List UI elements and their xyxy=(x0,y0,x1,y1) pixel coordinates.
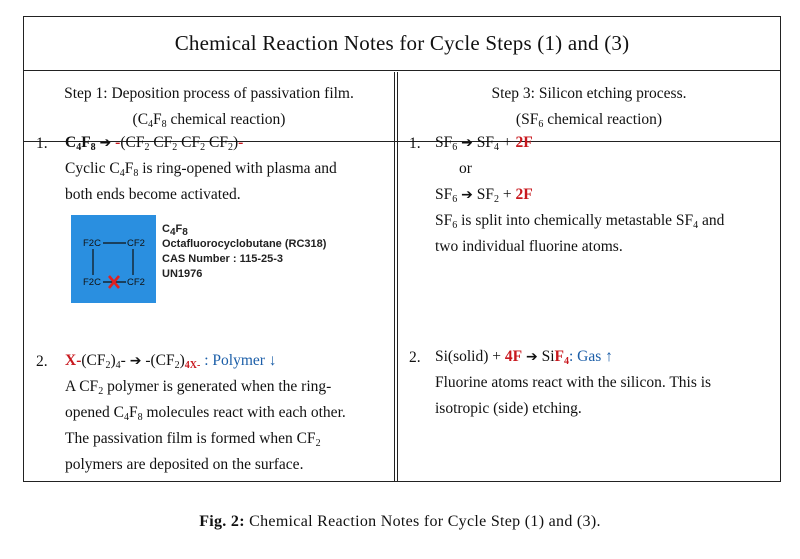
molecule-cas: CAS Number : 115-25-3 xyxy=(162,253,284,265)
step1-header-line1: Step 1: Deposition process of passivation film. xyxy=(64,85,354,102)
step1-item1-number: 1. xyxy=(36,135,48,152)
caption-label: Fig. 2: xyxy=(199,513,245,530)
step3-item1-reaction2: $SF_6$ ➔ $SF_2 + 2F$ xyxy=(435,186,533,205)
atom-f2c-top: F2C xyxy=(83,238,101,249)
step1-item2-desc-line2: opened $C_4F_8$ molecules react with each other. xyxy=(65,404,346,423)
step3-item2-number: 2. xyxy=(409,349,421,366)
molecule-name: Octafluorocyclobutane (RC318) xyxy=(162,238,327,250)
step1-header-line2: ($C_4F_8$ chemical reaction) xyxy=(132,111,286,130)
molecule-formula: $C_4F_8$ xyxy=(162,223,188,238)
column-divider-double xyxy=(397,72,398,481)
step1-item1-equation: $C_4F_8$ ➔ $-(CF_2$ $CF_2$ $CF_2$ $CF_2)-$ xyxy=(65,134,244,153)
c4f8-formula: $C_4F_8$ xyxy=(65,134,96,153)
table-title-row xyxy=(24,17,780,71)
atom-f2c-bottom: F2C xyxy=(83,277,101,288)
molecule-info xyxy=(162,222,326,282)
column-divider xyxy=(394,72,395,481)
step3-header-line1: Step 3: Silicon etching process. xyxy=(491,85,687,102)
arrow-icon: ➔ xyxy=(461,187,473,203)
step1-item1 xyxy=(65,130,390,208)
step3-item2 xyxy=(435,344,775,422)
gas-label: : Gas ↑ xyxy=(569,348,613,365)
step3-header-line2: ($SF_6$ chemical reaction) xyxy=(515,111,663,130)
step1-item2-equation: $X-(CF_2)_4-$ ➔ $-(CF_2)_{4X-}$ : Polymer ↓ xyxy=(65,352,277,371)
step3-item1-reaction1: $SF_6$ ➔ $SF_4 + 2F$ xyxy=(435,134,533,153)
step3-item1 xyxy=(435,130,775,260)
arrow-icon: ➔ xyxy=(461,135,473,151)
ring-structure-icon xyxy=(71,215,156,303)
molecule-un: UN1976 xyxy=(162,268,203,280)
step3-item1-number: 1. xyxy=(409,135,421,152)
step1-item2-desc-line4: polymers are deposited on the surface. xyxy=(65,456,304,473)
step1-item2 xyxy=(65,348,390,478)
reaction-notes-table xyxy=(23,16,781,482)
step1-item2-desc-line3: The passivation film is formed when $CF_2$ xyxy=(65,430,321,449)
step3-item1-desc-line2: two individual fluorine atoms. xyxy=(435,238,623,255)
atom-cf2-bottom: CF2 xyxy=(127,277,145,288)
step3-item2-desc-line1: Fluorine atoms react with the silicon. This is xyxy=(435,374,712,391)
step1-item1-desc-line1: Cyclic $C_4F_8$ is ring-opened with plasma and xyxy=(65,160,337,179)
atom-cf2-top: CF2 xyxy=(127,238,145,249)
figure-caption xyxy=(0,513,800,531)
arrow-icon: ➔ xyxy=(129,353,142,369)
step1-item2-desc-line1: A $CF_2$ polymer is generated when the ring- xyxy=(65,378,332,397)
caption-text: Chemical Reaction Notes for Cycle Step (1) and (3). xyxy=(244,513,601,530)
step3-item2-desc-line2: isotropic (side) etching. xyxy=(435,400,582,417)
c4f8-molecule-diagram xyxy=(71,215,156,303)
arrow-icon: ➔ xyxy=(525,349,538,365)
step1-item2-number: 2. xyxy=(36,353,48,370)
step3-item1-or: or xyxy=(459,160,472,177)
arrow-icon: ➔ xyxy=(99,135,112,151)
table-title: Chemical Reaction Notes for Cycle Steps (1) and (3) xyxy=(174,31,630,55)
step3-item1-desc-line1: $SF_6$ is split into chemically metastable $SF_4$ and xyxy=(435,212,725,231)
polymer-label: : Polymer ↓ xyxy=(204,352,277,369)
step1-item1-desc-line2: both ends become activated. xyxy=(65,186,241,203)
step3-item2-equation: Si(solid) + 4F ➔ SiF$_4$: Gas ↑ xyxy=(435,348,613,367)
